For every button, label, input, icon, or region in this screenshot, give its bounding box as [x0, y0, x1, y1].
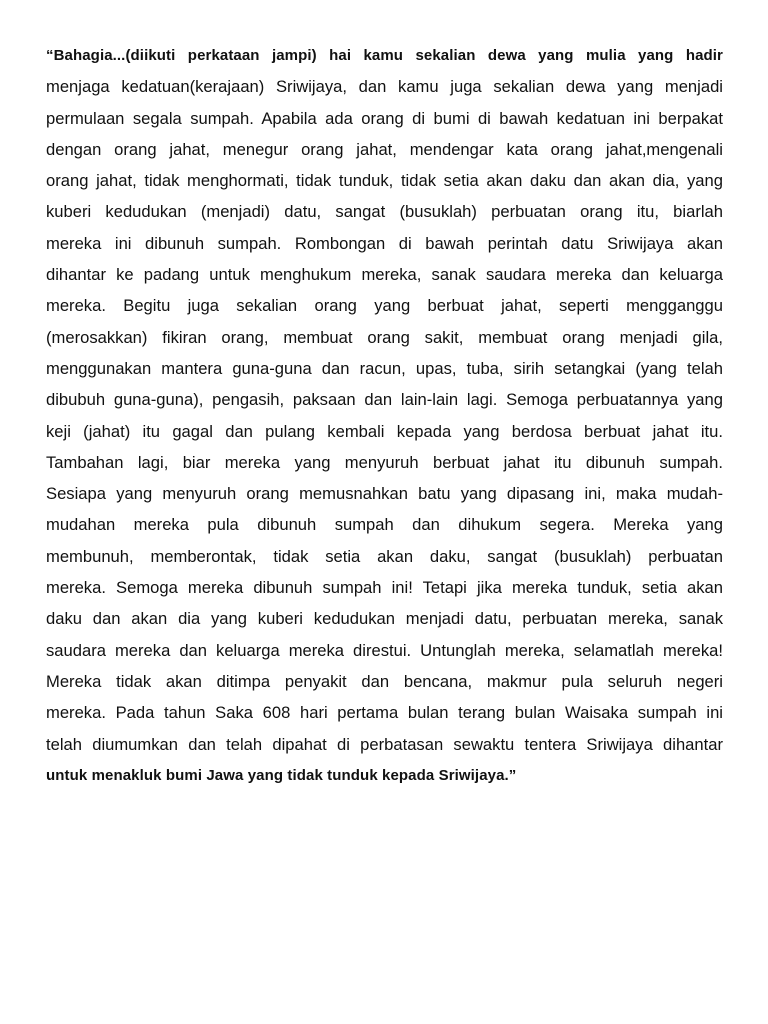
text-line: telah diumumkan dan telah dipahat di perbatasan sewaktu tentera Sriwijaya dihantar: [46, 734, 723, 754]
text-line: saudara mereka dan keluarga mereka direstui. Untunglah mereka, selamatlah mereka!: [46, 640, 723, 660]
text-line: Mereka tidak akan ditimpa penyakit dan bencana, makmur pula seluruh negeri: [46, 671, 723, 691]
text-line: menggunakan mantera guna-guna dan racun, upas, tuba, sirih setangkai (yang telah: [46, 358, 723, 378]
text-line: keji (jahat) itu gagal dan pulang kembali kepada yang berdosa berbuat jahat itu.: [46, 421, 723, 441]
text-line: dengan orang jahat, menegur orang jahat, mendengar kata orang jahat,mengenali: [46, 139, 723, 159]
text-line: Sesiapa yang menyuruh orang memusnahkan batu yang dipasang ini, maka mudah-: [46, 484, 723, 504]
text-line: mereka ini dibunuh sumpah. Rombongan di bawah perintah datu Sriwijaya akan: [46, 233, 723, 253]
text-line: untuk menakluk bumi Jawa yang tidak tunduk kepada Sriwijaya.”: [46, 766, 517, 784]
quote-paragraph: [46, 40, 723, 791]
text-line: dihantar ke padang untuk menghukum mereka, sanak saudara mereka dan keluarga: [46, 265, 723, 285]
text-line: permulaan segala sumpah. Apabila ada orang di bumi di bawah kedatuan ini berpakat: [46, 108, 723, 128]
text-line: membunuh, memberontak, tidak setia akan daku, sangat (busuklah) perbuatan: [46, 546, 723, 566]
text-line: mereka. Pada tahun Saka 608 hari pertama bulan terang bulan Waisaka sumpah ini: [46, 703, 723, 723]
text-line: “Bahagia...(diikuti perkataan jampi) hai kamu sekalian dewa yang mulia yang hadir: [46, 47, 723, 64]
text-line: dibubuh guna-guna), pengasih, paksaan dan lain-lain lagi. Semoga perbuatannya yang: [46, 390, 723, 410]
text-line: (merosakkan) fikiran orang, membuat orang sakit, membuat orang menjadi gila,: [46, 327, 723, 347]
text-line: daku dan akan dia yang kuberi kedudukan menjadi datu, perbuatan mereka, sanak: [46, 609, 723, 629]
text-line: mereka. Semoga mereka dibunuh sumpah ini! Tetapi jika mereka tunduk, setia akan: [46, 578, 723, 598]
text-line: orang jahat, tidak menghormati, tidak tunduk, tidak setia akan daku dan akan dia, yang: [46, 171, 723, 191]
text-line: Tambahan lagi, biar mereka yang menyuruh berbuat jahat itu dibunuh sumpah.: [46, 452, 723, 472]
text-line: mereka. Begitu juga sekalian orang yang berbuat jahat, seperti mengganggu: [46, 296, 723, 316]
text-line: mudahan mereka pula dibunuh sumpah dan dihukum segera. Mereka yang: [46, 515, 723, 535]
text-line: menjaga kedatuan(kerajaan) Sriwijaya, dan kamu juga sekalian dewa yang menjadi: [46, 77, 723, 97]
text-line: kuberi kedudukan (menjadi) datu, sangat (busuklah) perbuatan orang itu, biarlah: [46, 202, 723, 222]
